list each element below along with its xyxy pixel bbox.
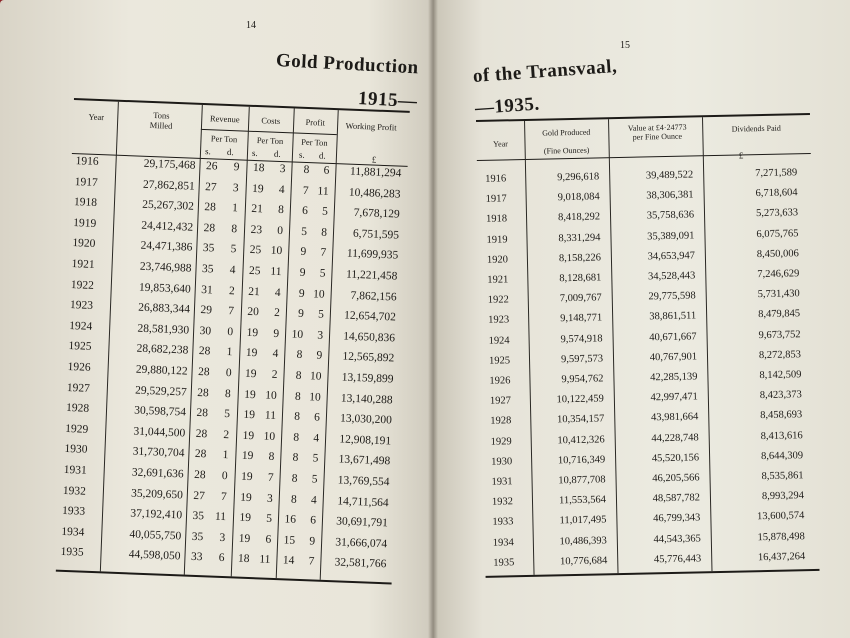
profit-pence-cell: 5 — [321, 205, 329, 219]
profit-shillings-cell: 5 — [301, 225, 308, 238]
header-per-ton: Per Ton — [301, 136, 328, 148]
header-fine-ounces: (Fine Ounces) — [543, 145, 590, 156]
header-per-ton: Per Ton — [210, 133, 238, 145]
dividends-cell: 7,271,589 — [755, 167, 798, 180]
header-costs: Costs — [261, 115, 281, 126]
working-profit-cell: 11,221,458 — [345, 268, 398, 283]
header-pence: d. — [318, 150, 326, 161]
profit-shillings-cell: 9 — [300, 246, 307, 259]
revenue-shillings-cell: 28 — [204, 201, 217, 214]
gold-produced-cell: 11,017,495 — [559, 514, 607, 527]
year-cell: 1918 — [485, 213, 508, 226]
working-profit-cell: 14,650,836 — [343, 330, 396, 345]
working-profit-cell: 13,769,554 — [337, 474, 390, 489]
costs-shillings-cell: 21 — [251, 203, 264, 216]
costs-shillings-cell: 19 — [244, 388, 256, 401]
costs-pence-cell: 11 — [270, 265, 282, 279]
value-cell: 39,489,522 — [645, 169, 694, 182]
value-cell: 38,306,381 — [646, 189, 694, 202]
header-pence: d. — [226, 146, 234, 158]
tons-milled-cell: 35,209,650 — [130, 487, 184, 502]
costs-pence-cell: 11 — [264, 409, 277, 423]
costs-shillings-cell: 20 — [247, 306, 260, 319]
revenue-pence-cell: 8 — [231, 222, 238, 236]
revenue-shillings-cell: 29 — [200, 304, 213, 317]
dividends-cell: 8,272,853 — [758, 349, 802, 361]
costs-pence-cell: 10 — [270, 245, 283, 258]
working-profit-cell: 12,565,892 — [342, 350, 395, 365]
year-cell: 1928 — [65, 402, 90, 415]
tons-milled-cell: 24,412,432 — [141, 219, 194, 234]
header-shillings: s. — [204, 146, 212, 157]
costs-pence-cell: 10 — [263, 430, 276, 443]
tons-milled-cell: 29,880,122 — [135, 363, 188, 378]
revenue-shillings-cell: 35 — [202, 242, 215, 255]
working-profit-cell: 13,671,498 — [338, 453, 391, 468]
working-profit-cell: 31,666,074 — [335, 536, 388, 551]
revenue-pence-cell: 4 — [229, 264, 236, 277]
costs-shillings-cell: 19 — [240, 470, 253, 484]
gold-produced-cell: 8,331,294 — [558, 232, 601, 244]
gold-produced-cell: 10,412,326 — [557, 433, 605, 446]
value-cell: 46,205,566 — [652, 472, 700, 485]
year-cell: 1926 — [67, 360, 91, 374]
revenue-pence-cell: 6 — [218, 552, 225, 565]
header-pound: £ — [371, 154, 377, 165]
profit-pence-cell: 7 — [320, 246, 327, 260]
profit-pence-cell: 10 — [312, 287, 325, 301]
profit-pence-cell: 5 — [312, 452, 319, 466]
book-gutter — [428, 0, 438, 638]
costs-pence-cell: 3 — [266, 492, 274, 505]
year-cell: 1927 — [66, 381, 91, 395]
costs-shillings-cell: 18 — [252, 161, 265, 175]
value-cell: 29,775,598 — [648, 290, 696, 303]
header-profit: Profit — [305, 116, 326, 128]
tons-milled-cell: 23,746,988 — [139, 260, 192, 275]
revenue-pence-cell: 0 — [227, 325, 234, 339]
header-pence: d. — [273, 148, 281, 159]
page-title-left-line2: 1915— — [357, 88, 418, 113]
dividends-cell: 8,458,693 — [760, 409, 803, 422]
revenue-shillings-cell: 28 — [197, 386, 210, 399]
dividends-cell: 8,142,509 — [759, 369, 802, 382]
dividends-cell: 16,437,264 — [757, 550, 806, 563]
tons-milled-cell: 19,853,640 — [138, 281, 191, 296]
costs-pence-cell: 8 — [268, 451, 275, 464]
dividends-cell: 8,644,309 — [760, 450, 804, 462]
tons-milled-cell: 44,598,050 — [128, 548, 181, 563]
costs-shillings-cell: 23 — [250, 223, 263, 237]
working-profit-cell: 32,581,766 — [334, 556, 387, 571]
revenue-shillings-cell: 28 — [194, 448, 207, 461]
profit-pence-cell: 5 — [317, 308, 325, 321]
working-profit-cell: 12,908,191 — [339, 433, 392, 448]
year-cell: 1932 — [491, 496, 514, 508]
profit-pence-cell: 4 — [310, 493, 317, 507]
revenue-shillings-cell: 33 — [190, 551, 203, 564]
profit-shillings-cell: 8 — [293, 431, 300, 444]
value-cell: 42,285,139 — [650, 371, 698, 384]
revenue-pence-cell: 0 — [221, 469, 228, 483]
revenue-pence-cell: 2 — [228, 284, 235, 297]
year-cell: 1931 — [491, 476, 513, 488]
tons-milled-cell: 24,471,386 — [140, 240, 193, 255]
year-cell: 1922 — [487, 294, 509, 306]
year-cell: 1933 — [492, 516, 514, 529]
gold-produced-cell: 10,354,157 — [556, 413, 605, 426]
header-year: Year — [88, 111, 105, 123]
profit-pence-cell: 9 — [309, 535, 316, 548]
year-cell: 1921 — [71, 258, 95, 271]
year-cell: 1931 — [63, 463, 87, 477]
tons-milled-cell: 28,581,930 — [137, 322, 190, 337]
production-table-left — [56, 98, 410, 585]
working-profit-cell: 30,691,791 — [335, 515, 389, 530]
dividends-cell: 8,479,845 — [758, 308, 801, 321]
value-cell: 35,389,091 — [647, 230, 695, 243]
revenue-pence-cell: 9 — [233, 161, 240, 174]
profit-shillings-cell: 9 — [299, 266, 306, 280]
tons-milled-cell: 29,175,468 — [143, 157, 196, 172]
revenue-pence-cell: 5 — [230, 243, 237, 256]
working-profit-cell: 7,862,156 — [350, 289, 397, 304]
profit-pence-cell: 10 — [309, 370, 322, 383]
dividends-cell: 8,535,861 — [761, 470, 804, 483]
profit-shillings-cell: 8 — [290, 493, 297, 506]
dividends-cell: 5,273,633 — [755, 207, 799, 220]
profit-shillings-cell: 8 — [291, 472, 298, 485]
profit-shillings-cell: 8 — [293, 410, 301, 424]
value-cell: 44,543,365 — [653, 532, 701, 545]
value-cell: 35,758,636 — [646, 209, 695, 222]
dividends-cell: 5,731,430 — [757, 288, 800, 301]
profit-pence-cell: 5 — [311, 473, 318, 486]
revenue-pence-cell: 1 — [222, 449, 229, 462]
dividends-cell: 8,423,373 — [759, 389, 802, 402]
gold-produced-cell: 8,128,681 — [559, 272, 602, 285]
header-tons-milled: Tons Milled — [149, 110, 173, 131]
revenue-shillings-cell: 30 — [199, 324, 212, 338]
year-cell: 1922 — [70, 278, 95, 292]
year-cell: 1926 — [489, 375, 511, 387]
revenue-shillings-cell: 27 — [193, 489, 206, 502]
gold-produced-cell: 9,148,771 — [560, 312, 603, 325]
year-cell: 1932 — [62, 484, 87, 498]
year-cell: 1921 — [487, 274, 509, 286]
revenue-shillings-cell: 28 — [195, 427, 208, 441]
year-cell: 1919 — [486, 233, 508, 246]
revenue-pence-cell: 1 — [226, 346, 233, 359]
gold-produced-cell: 10,486,393 — [559, 534, 607, 547]
table-bottom-rule — [56, 570, 392, 585]
value-cell: 45,776,443 — [653, 553, 702, 566]
year-cell: 1924 — [69, 319, 93, 333]
working-profit-cell: 7,678,129 — [353, 207, 400, 221]
production-table-right — [476, 113, 820, 578]
costs-shillings-cell: 19 — [245, 347, 258, 360]
profit-pence-cell: 6 — [323, 164, 330, 177]
tons-milled-cell: 37,192,410 — [130, 507, 183, 522]
costs-pence-cell: 9 — [273, 327, 280, 340]
value-cell: 38,861,511 — [649, 310, 697, 323]
profit-shillings-cell: 14 — [282, 554, 295, 568]
value-cell: 45,520,156 — [651, 452, 700, 465]
header-revenue: Revenue — [209, 113, 240, 125]
page-title-right-line1: of the Transvaal, — [472, 55, 618, 87]
costs-pence-cell: 2 — [271, 368, 278, 382]
tons-milled-cell: 31,730,704 — [132, 445, 185, 460]
profit-shillings-cell: 8 — [292, 452, 299, 465]
page-title-left-line1: Gold Production — [275, 50, 420, 79]
year-cell: 1920 — [486, 254, 509, 266]
gold-produced-cell: 9,954,762 — [561, 373, 604, 386]
revenue-shillings-cell: 27 — [204, 180, 217, 194]
dividends-cell: 7,246,629 — [757, 268, 800, 281]
revenue-pence-cell: 7 — [220, 490, 228, 503]
tons-milled-cell: 25,267,302 — [141, 198, 195, 213]
tons-milled-cell: 27,862,851 — [142, 178, 195, 193]
header-working-profit: Working Profit — [345, 120, 397, 133]
revenue-pence-cell: 11 — [214, 510, 227, 524]
revenue-pence-cell: 5 — [223, 408, 231, 421]
costs-shillings-cell: 21 — [247, 285, 260, 298]
column-divider — [100, 102, 119, 572]
value-cell: 44,228,748 — [651, 432, 699, 444]
costs-shillings-cell: 19 — [243, 408, 256, 422]
year-cell: 1925 — [488, 355, 511, 367]
year-cell: 1927 — [489, 395, 512, 407]
profit-pence-cell: 11 — [317, 185, 329, 198]
gold-produced-cell: 8,158,226 — [558, 252, 602, 265]
dividends-cell: 8,993,294 — [761, 490, 805, 503]
revenue-shillings-cell: 28 — [203, 221, 216, 235]
costs-shillings-cell: 19 — [244, 367, 257, 381]
year-cell: 1935 — [60, 546, 84, 560]
working-profit-cell: 12,654,702 — [343, 309, 397, 324]
gold-produced-cell: 9,296,618 — [557, 171, 600, 184]
costs-shillings-cell: 19 — [251, 182, 264, 195]
profit-shillings-cell: 9 — [298, 287, 305, 300]
value-cell: 40,767,901 — [649, 351, 698, 364]
profit-pence-cell: 7 — [308, 555, 315, 568]
year-cell: 1919 — [72, 216, 97, 230]
costs-shillings-cell: 25 — [248, 264, 261, 278]
dividends-cell: 13,600,574 — [757, 510, 805, 523]
year-cell: 1917 — [485, 193, 507, 206]
gold-produced-cell: 9,597,573 — [560, 353, 604, 366]
header-value: Value at £4·24773 per Fine Ounce — [627, 122, 687, 142]
year-cell: 1918 — [73, 196, 98, 210]
year-cell: 1916 — [485, 173, 507, 185]
working-profit-cell: 14,711,564 — [337, 495, 389, 509]
working-profit-cell: 13,140,288 — [340, 392, 393, 407]
profit-shillings-cell: 15 — [283, 534, 296, 547]
profit-pence-cell: 6 — [309, 514, 317, 527]
costs-shillings-cell: 19 — [240, 491, 253, 504]
tons-milled-cell: 32,691,636 — [131, 466, 184, 481]
revenue-pence-cell: 2 — [223, 428, 230, 441]
year-cell: 1923 — [69, 299, 94, 313]
costs-pence-cell: 3 — [279, 162, 286, 176]
value-cell: 42,997,471 — [650, 391, 698, 404]
profit-shillings-cell: 8 — [294, 390, 301, 403]
profit-shillings-cell: 9 — [297, 307, 305, 321]
revenue-shillings-cell: 35 — [191, 530, 204, 544]
year-cell: 1925 — [68, 340, 92, 354]
dividends-cell: 6,718,604 — [755, 187, 798, 200]
page-number-right: 15 — [620, 40, 630, 51]
year-cell: 1920 — [72, 237, 96, 251]
year-cell: 1935 — [493, 557, 515, 569]
working-profit-cell: 6,751,595 — [352, 227, 400, 242]
gold-produced-cell: 9,574,918 — [560, 332, 603, 345]
costs-shillings-cell: 19 — [238, 532, 251, 545]
revenue-pence-cell: 8 — [224, 387, 231, 400]
revenue-pence-cell: 1 — [231, 202, 239, 215]
revenue-shillings-cell: 26 — [205, 160, 218, 173]
year-cell: 1928 — [490, 415, 512, 428]
year-cell: 1924 — [488, 334, 510, 347]
year-cell: 1917 — [74, 175, 99, 189]
profit-pence-cell: 8 — [321, 226, 328, 239]
page-number-left: 14 — [246, 20, 256, 31]
profit-shillings-cell: 6 — [301, 205, 309, 218]
profit-shillings-cell: 7 — [302, 184, 309, 197]
year-cell: 1929 — [490, 435, 512, 448]
profit-pence-cell: 9 — [316, 349, 323, 363]
header-year: Year — [493, 139, 508, 149]
tons-milled-cell: 40,055,750 — [129, 528, 182, 543]
revenue-pence-cell: 7 — [227, 305, 235, 318]
profit-pence-cell: 3 — [317, 329, 324, 342]
gold-produced-cell: 11,553,564 — [559, 494, 607, 507]
revenue-shillings-cell: 28 — [196, 407, 209, 420]
header-shillings: s. — [298, 149, 305, 160]
header-dividends: Dividends Paid — [731, 123, 781, 134]
costs-pence-cell: 7 — [267, 471, 274, 484]
dividends-cell: 15,878,498 — [757, 530, 805, 543]
revenue-shillings-cell: 28 — [197, 365, 210, 379]
year-cell: 1929 — [65, 422, 89, 436]
costs-pence-cell: 4 — [278, 183, 285, 196]
costs-pence-cell: 10 — [265, 389, 277, 402]
header-gold-produced: Gold Produced — [542, 127, 591, 138]
costs-pence-cell: 4 — [274, 286, 281, 299]
working-profit-cell: 13,030,200 — [339, 412, 393, 427]
value-cell: 48,587,782 — [652, 492, 701, 505]
gold-produced-cell: 10,716,349 — [557, 454, 606, 467]
year-cell: 1933 — [61, 505, 86, 518]
page-title-right-line2: —1935. — [474, 93, 541, 119]
column-divider — [702, 117, 713, 571]
column-divider — [608, 119, 619, 573]
column-divider — [320, 110, 339, 580]
costs-pence-cell: 0 — [277, 224, 284, 237]
gold-produced-cell: 10,877,708 — [558, 474, 606, 487]
value-cell: 46,799,343 — [653, 512, 701, 525]
revenue-shillings-cell: 35 — [192, 510, 205, 523]
gold-produced-cell: 8,418,292 — [557, 211, 601, 224]
profit-shillings-cell: 10 — [291, 328, 304, 341]
revenue-pence-cell: 0 — [225, 367, 232, 380]
gold-produced-cell: 10,776,684 — [559, 555, 608, 568]
profit-pence-cell: 4 — [313, 432, 320, 445]
profit-pence-cell: 10 — [308, 390, 321, 404]
value-cell: 34,528,443 — [647, 270, 696, 283]
costs-shillings-cell: 19 — [241, 450, 254, 463]
costs-shillings-cell: 19 — [242, 429, 255, 442]
value-cell: 34,653,947 — [647, 250, 696, 263]
value-cell: 40,671,667 — [649, 331, 697, 344]
working-profit-cell: 13,159,899 — [341, 371, 394, 386]
revenue-shillings-cell: 35 — [201, 263, 214, 276]
profit-pence-cell: 5 — [319, 267, 326, 280]
profit-shillings-cell: 8 — [303, 163, 310, 177]
value-cell: 43,981,664 — [650, 411, 699, 424]
costs-pence-cell: 4 — [272, 348, 279, 361]
working-profit-cell: 11,699,935 — [346, 247, 399, 262]
costs-pence-cell: 6 — [265, 533, 272, 546]
gold-produced-cell: 9,018,084 — [557, 191, 600, 204]
costs-shillings-cell: 19 — [239, 511, 252, 525]
dividends-cell: 9,673,752 — [758, 328, 801, 341]
profit-pence-cell: 6 — [313, 411, 321, 424]
costs-shillings-cell: 25 — [249, 244, 262, 257]
year-cell: 1934 — [492, 536, 514, 549]
header-per-ton: Per Ton — [256, 135, 284, 147]
tons-milled-cell: 31,044,500 — [133, 425, 186, 440]
revenue-pence-cell: 3 — [219, 531, 226, 544]
year-cell: 1930 — [64, 443, 88, 457]
profit-shillings-cell: 8 — [296, 349, 303, 362]
costs-shillings-cell: 18 — [237, 553, 250, 566]
costs-pence-cell: 5 — [266, 512, 273, 526]
header-shillings: s. — [251, 147, 258, 159]
tons-milled-cell: 30,598,754 — [134, 404, 187, 419]
gold-produced-cell: 10,122,459 — [556, 393, 604, 406]
profit-shillings-cell: 8 — [295, 369, 302, 382]
costs-pence-cell: 11 — [259, 553, 271, 567]
profit-shillings-cell: 16 — [284, 513, 297, 527]
costs-pence-cell: 8 — [277, 204, 285, 217]
dividends-cell: 8,413,616 — [760, 429, 803, 442]
working-profit-cell: 11,881,294 — [349, 165, 402, 180]
costs-shillings-cell: 19 — [246, 326, 259, 340]
working-profit-cell: 10,486,283 — [348, 186, 401, 201]
costs-pence-cell: 2 — [273, 307, 281, 320]
header-pound: £ — [738, 150, 744, 161]
revenue-shillings-cell: 28 — [198, 345, 211, 358]
tons-milled-cell: 26,883,344 — [138, 301, 191, 316]
revenue-pence-cell: 3 — [232, 181, 239, 194]
revenue-shillings-cell: 31 — [201, 283, 213, 297]
dividends-cell: 6,075,765 — [756, 227, 799, 240]
tons-milled-cell: 29,529,257 — [134, 384, 188, 399]
gold-produced-cell: 7,009,767 — [559, 292, 602, 305]
dividends-cell: 8,450,006 — [756, 248, 799, 260]
tons-milled-cell: 28,682,238 — [136, 342, 189, 357]
year-cell: 1934 — [61, 525, 85, 539]
year-cell: 1923 — [488, 314, 510, 327]
revenue-shillings-cell: 28 — [193, 468, 206, 482]
year-cell: 1916 — [75, 155, 99, 168]
year-cell: 1930 — [491, 456, 513, 468]
